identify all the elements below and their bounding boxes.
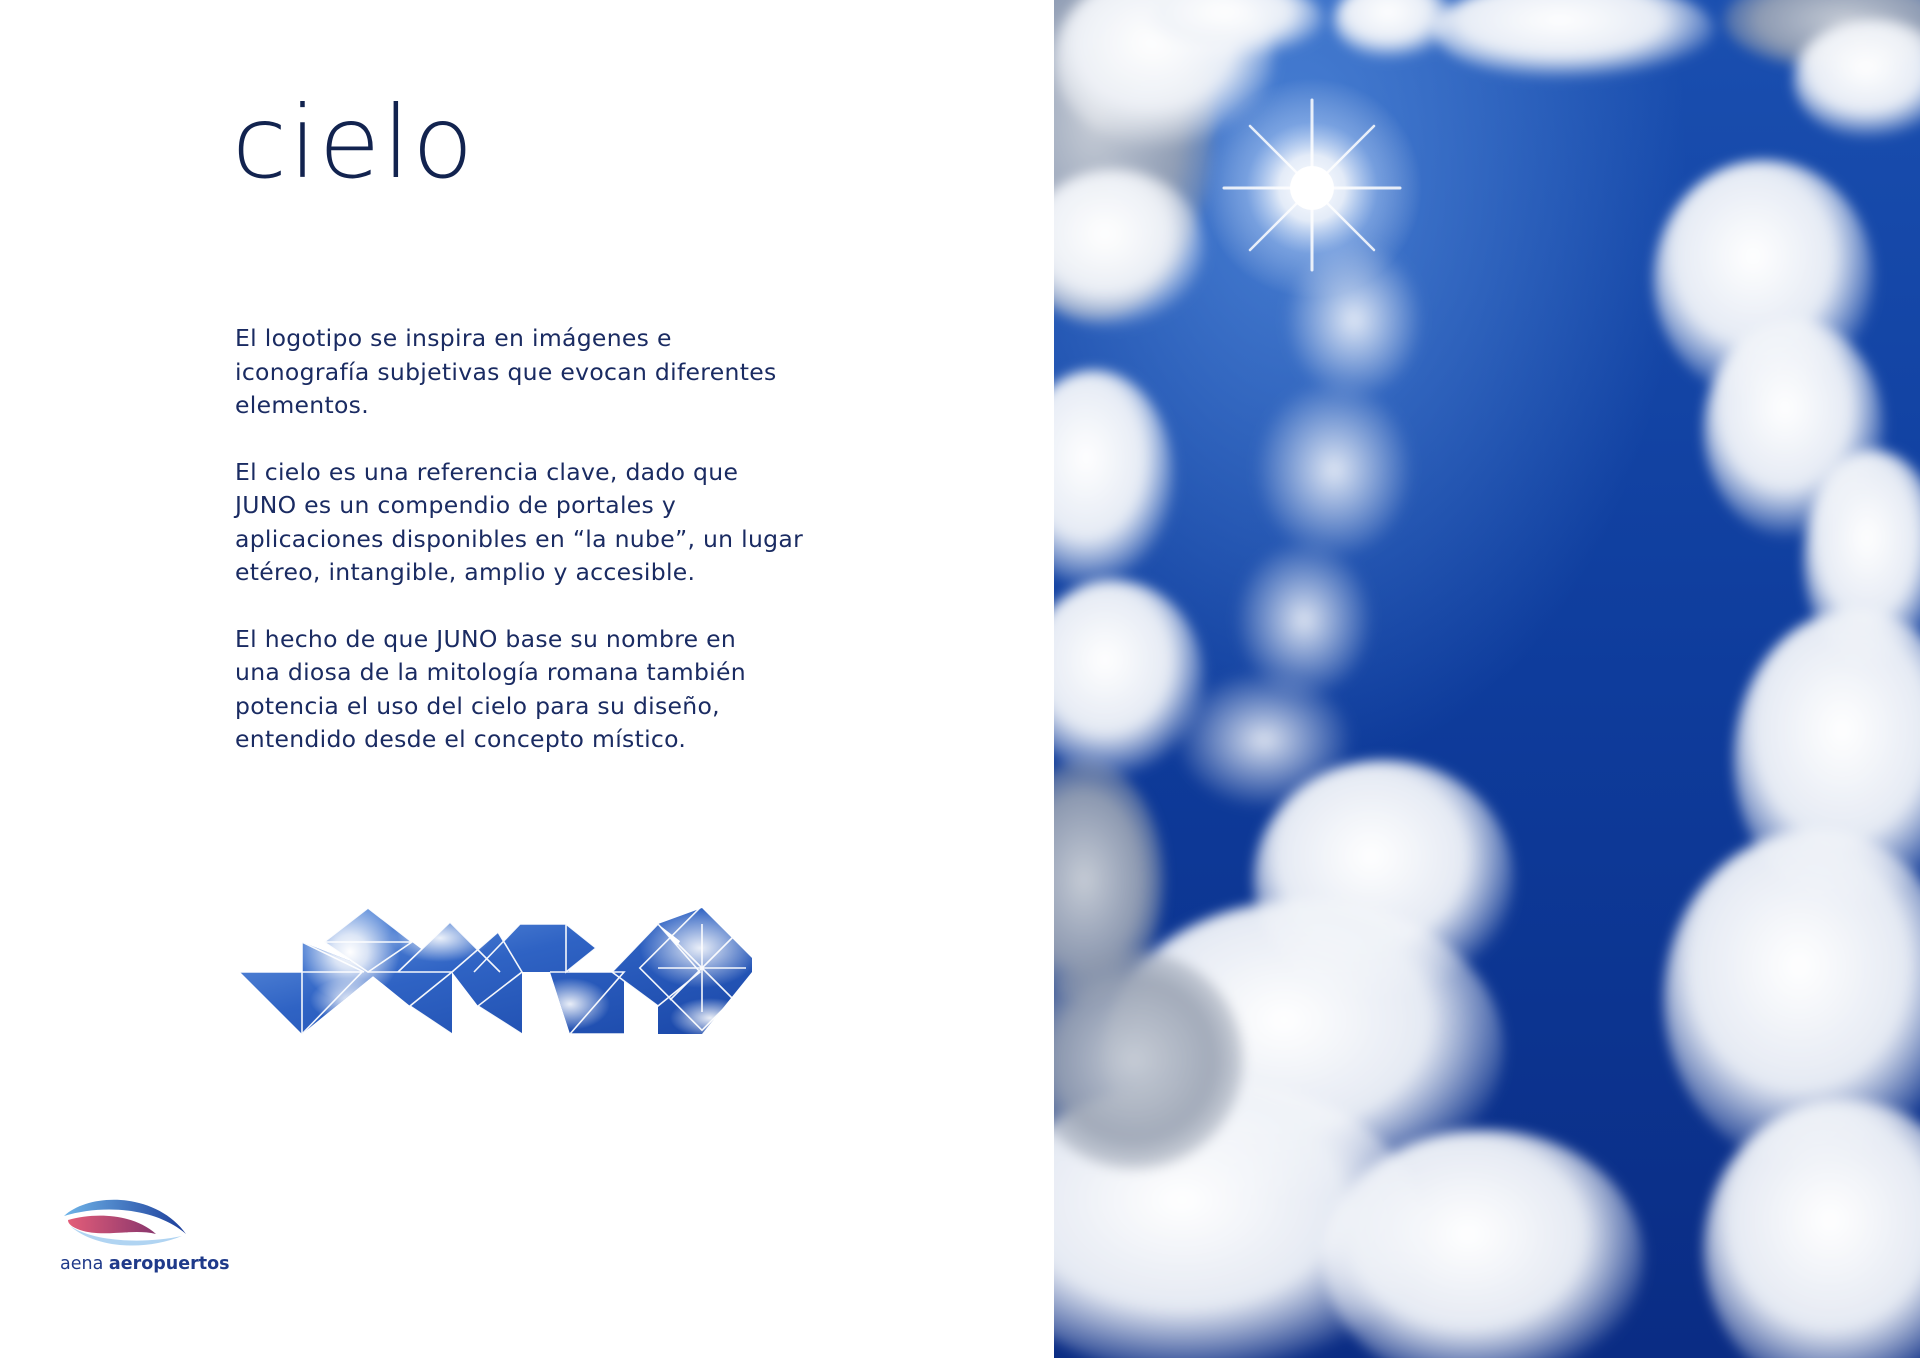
aena-wordmark-bold: aeropuertos: [108, 1254, 230, 1274]
paragraph-2: El cielo es una referencia clave, dado que JUNO es un compendio de portales y aplicaciones disponibles en “la nube”, un lugar etéreo, intangible, amplio y accesible.: [235, 457, 804, 586]
body-text: [235, 322, 875, 790]
sky-clouds-sun-photo: [1054, 0, 1920, 1358]
page-title: cielo: [232, 84, 476, 201]
sky-photo: [1054, 0, 1920, 1358]
paragraph-1: El logotipo se inspira en imágenes e iconografía subjetivas que evocan diferentes elementos.: [235, 324, 777, 419]
paragraph-3: El hecho de que JUNO base su nombre en una diosa de la mitología romana también potencia el uso del cielo para su diseño, entendido desde el concepto místico.: [235, 624, 746, 753]
aena-wordmark-light: aena: [60, 1254, 104, 1274]
aena-swoosh-icon: [60, 1190, 190, 1250]
juno-geometric-logo-icon: [240, 908, 752, 1034]
aena-wordmark: [60, 1254, 230, 1274]
aena-aeropuertos-logo: [60, 1190, 230, 1280]
sun-icon: [1202, 78, 1422, 298]
